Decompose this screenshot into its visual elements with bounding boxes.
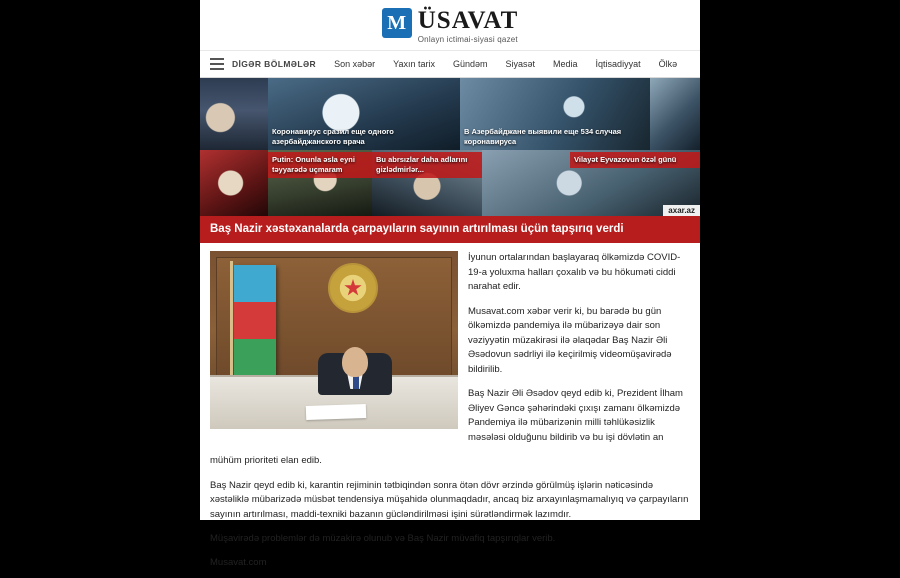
mosaic-tile-3-caption: В Азербайджане выявили еще 534 случая коронавируса xyxy=(464,127,622,146)
lead-paragraph-2: Musavat.com xəbər verir ki, bu barədə bu gün ölkəmizdə pandemiya ilə mübarizəyə dair son vəziyyətin müzakirəsi ilə əlaqədar Baş Nazir Əli Əsədovun sədrliyi ilə keçirilmiş videomüşavirədə bildirilib. xyxy=(468,305,672,375)
mosaic-tile-3[interactable] xyxy=(460,78,650,150)
article-lead xyxy=(468,251,690,445)
article-source: Musavat.com xyxy=(210,556,267,568)
nav-link-media[interactable]: Media xyxy=(553,59,578,69)
article-headline: Baş Nazir xəstəxanalarda çarpayıların sayının artırılması üçün tapşırıq verdi xyxy=(200,216,700,243)
body-paragraph-3: Müşavirədə problemlər də müzakirə olunub və Baş Nazir müvafiq tapşırıqlar verib. xyxy=(210,533,556,544)
mosaic-tile-2[interactable] xyxy=(268,78,460,150)
logo-title: ÜSAVAT xyxy=(417,7,519,34)
lead-paragraph-3: Baş Nazir Əli Əsədov qeyd edib ki, Prezident İlham Əliyev Gəncə şəhərindəki çıxışı zamanı ölkəmizdə Pandemiya ilə mübarizənin milli təhlükəsizlik məsələsi olduğunu bildirib və bu işi dövlətin an xyxy=(468,388,683,443)
article-top-section xyxy=(210,251,690,445)
hamburger-icon[interactable] xyxy=(210,58,224,70)
nav-link-gundem[interactable]: Gündəm xyxy=(452,59,488,69)
body-paragraph-2: Baş Nazir qeyd edib ki, karantin rejiminin tətbiqindən sonra ötən dövr ərzində görülmüş işlərin nəticəsində xəstəliklə mübarizədə müsbət tendensiya müşahidə olunmaqdadır, ancaq biz arxayınlaşmamalıyıq və çarpayıların sayının artırılması, maddi-texniki bazanın gücləndirilməsi işini sürətləndirmək lazımdır. xyxy=(210,479,689,520)
site-logo[interactable] xyxy=(382,8,519,44)
mosaic-tile-8[interactable] xyxy=(482,150,700,216)
news-article-page xyxy=(200,0,700,568)
nav-link-son-xeber[interactable]: Son xəbər xyxy=(334,59,376,69)
article-continuation xyxy=(210,454,690,547)
mosaic-tile-7[interactable] xyxy=(372,150,482,216)
nav-link-siyaset[interactable]: Siyasət xyxy=(505,59,536,69)
axar-watermark: axar.az xyxy=(663,205,700,216)
hero-news-mosaic xyxy=(200,78,700,216)
mosaic-tile-4[interactable] xyxy=(650,78,700,150)
mosaic-tile-7-caption: Bu abrsızlar daha adlarını gizlədmirlər... xyxy=(372,152,482,178)
nav-link-iqtisadiyyat[interactable]: İqtisadiyyat xyxy=(595,59,641,69)
logo-mark-icon: M xyxy=(382,8,412,38)
mosaic-tile-6[interactable] xyxy=(268,150,372,216)
mosaic-tile-6-caption: Putin: Onunla əsla eyni təyyarədə uçmaram xyxy=(268,152,372,178)
logo-text xyxy=(418,8,519,44)
mosaic-tile-8-caption: Vilayət Eyvazovun özəl günü xyxy=(570,152,700,168)
mosaic-tile-5[interactable] xyxy=(200,150,268,216)
logo-tagline: Onlayn ictimai-siyasi qazet xyxy=(417,35,518,44)
body-paragraph-1: mühüm prioriteti elan edib. xyxy=(210,455,322,466)
mosaic-tile-2-caption: Коронавирус сразил еще одного азербайджанского врача xyxy=(272,127,394,146)
mosaic-tile-1[interactable] xyxy=(200,78,268,150)
lead-paragraph-1: İyunun ortalarından başlayaraq ölkəmizdə COVID-19-a yoluxma halları çoxalıb və bu hökuməti ciddi narahat edir. xyxy=(468,252,681,292)
state-emblem-icon xyxy=(328,263,378,313)
site-masthead xyxy=(200,0,700,50)
nav-link-olke[interactable]: Ölkə xyxy=(658,59,678,69)
main-navigation xyxy=(200,50,700,78)
nav-more-sections[interactable]: DİGƏR BÖLMƏLƏR xyxy=(232,59,317,69)
article-body xyxy=(200,243,700,578)
azerbaijan-flag xyxy=(234,265,276,377)
nav-links xyxy=(334,59,677,69)
prime-minister-video-conference-photo xyxy=(210,251,458,429)
nav-link-yaxin-tarix[interactable]: Yaxın tarix xyxy=(393,59,435,69)
